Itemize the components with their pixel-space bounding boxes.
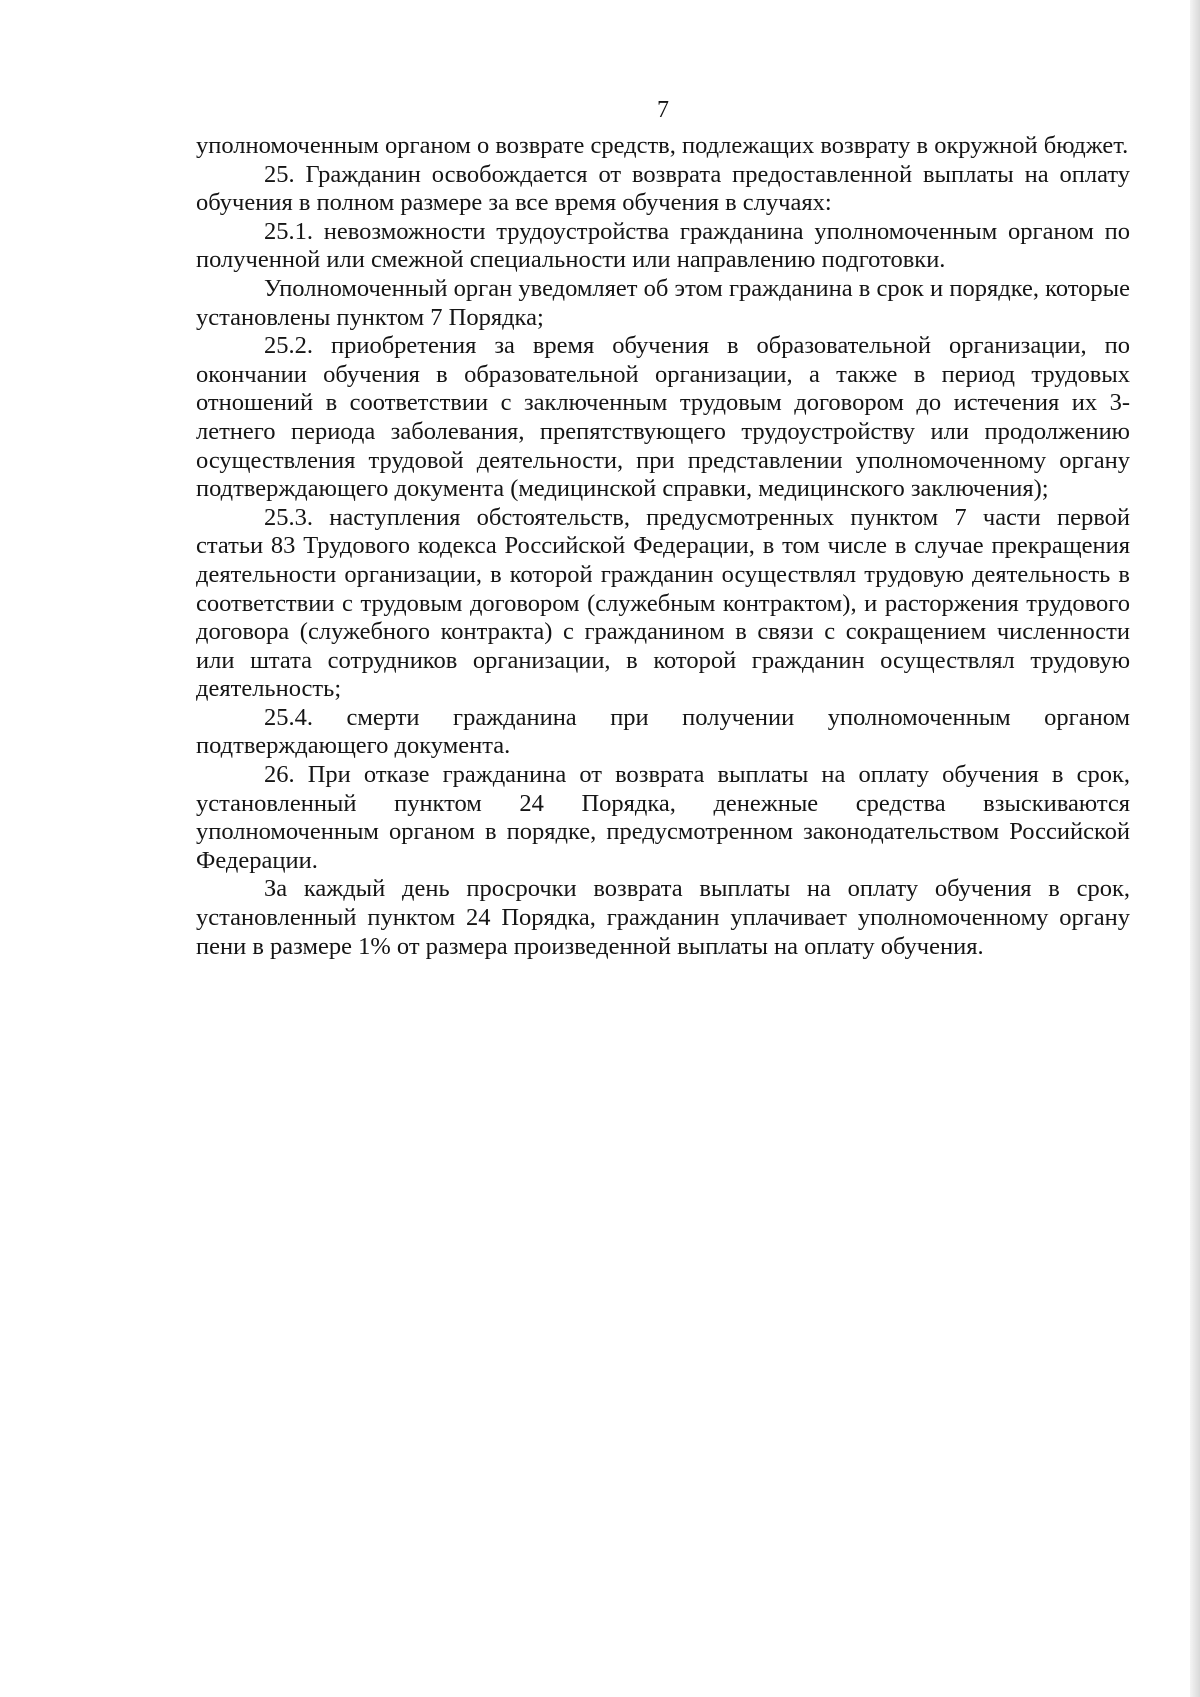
paragraph-notification: Уполномоченный орган уведомляет об этом гражданина в срок и порядке, которые установлены пунктом 7 Порядка; — [196, 274, 1130, 331]
paragraph-penalty: За каждый день просрочки возврата выплаты на оплату обучения в срок, установленный пунктом 24 Порядка, гражданин уплачивает уполномоченному органу пени в размере 1% от размера произведенной выплаты на оплату обучения. — [196, 875, 1130, 960]
paragraph-25-2: 25.2. приобретения за время обучения в образовательной организации, по окончании обучения в образовательной организации, а также в период трудовых отношений в соответствии с заключенным трудовым договором до истечения их 3-летнего периода заболевания, препятствующего трудоустройству или продолжению осуществления трудовой деятельности, при представлении уполномоченному органу подтверждающего документа (медицинской справки, медицинского заключения); — [196, 332, 1130, 503]
paragraph-continuation: уполномоченным органом о возврате средств, подлежащих возврату в окружной бюджет. — [196, 132, 1129, 159]
page-number: 7 — [657, 97, 669, 123]
paragraph-26: 26. При отказе гражданина от возврата выплаты на оплату обучения в срок, установленный пунктом 24 Порядка, денежные средства взыскиваются уполномоченным органом в порядке, предусмотренном законодательством Российской Федерации. — [196, 761, 1130, 874]
paragraph-25-4: 25.4. смерти гражданина при получении уполномоченным органом подтверждающего документа. — [196, 703, 1130, 760]
paragraph-25-3: 25.3. наступления обстоятельств, предусмотренных пунктом 7 части первой статьи 83 Трудового кодекса Российской Федерации, в том числе в случае прекращения деятельности организации, в которой гражданин осуществлял трудовую деятельность в соответствии с трудовым договором (служебным контрактом), и расторжения трудового договора (служебного контракта) с гражданином в связи с сокращением численности или штата сотрудников организации, в которой гражданин осуществлял трудовую деятельность; — [196, 503, 1130, 703]
document-page — [196, 96, 1130, 961]
paragraph-25: 25. Гражданин освобождается от возврата предоставленной выплаты на оплату обучения в полном размере за все время обучения в случаях: — [196, 160, 1130, 217]
scan-edge — [1190, 0, 1200, 1697]
paragraph-25-1: 25.1. невозможности трудоустройства гражданина уполномоченным органом по полученной или смежной специальности или направлению подготовки. — [196, 217, 1130, 274]
